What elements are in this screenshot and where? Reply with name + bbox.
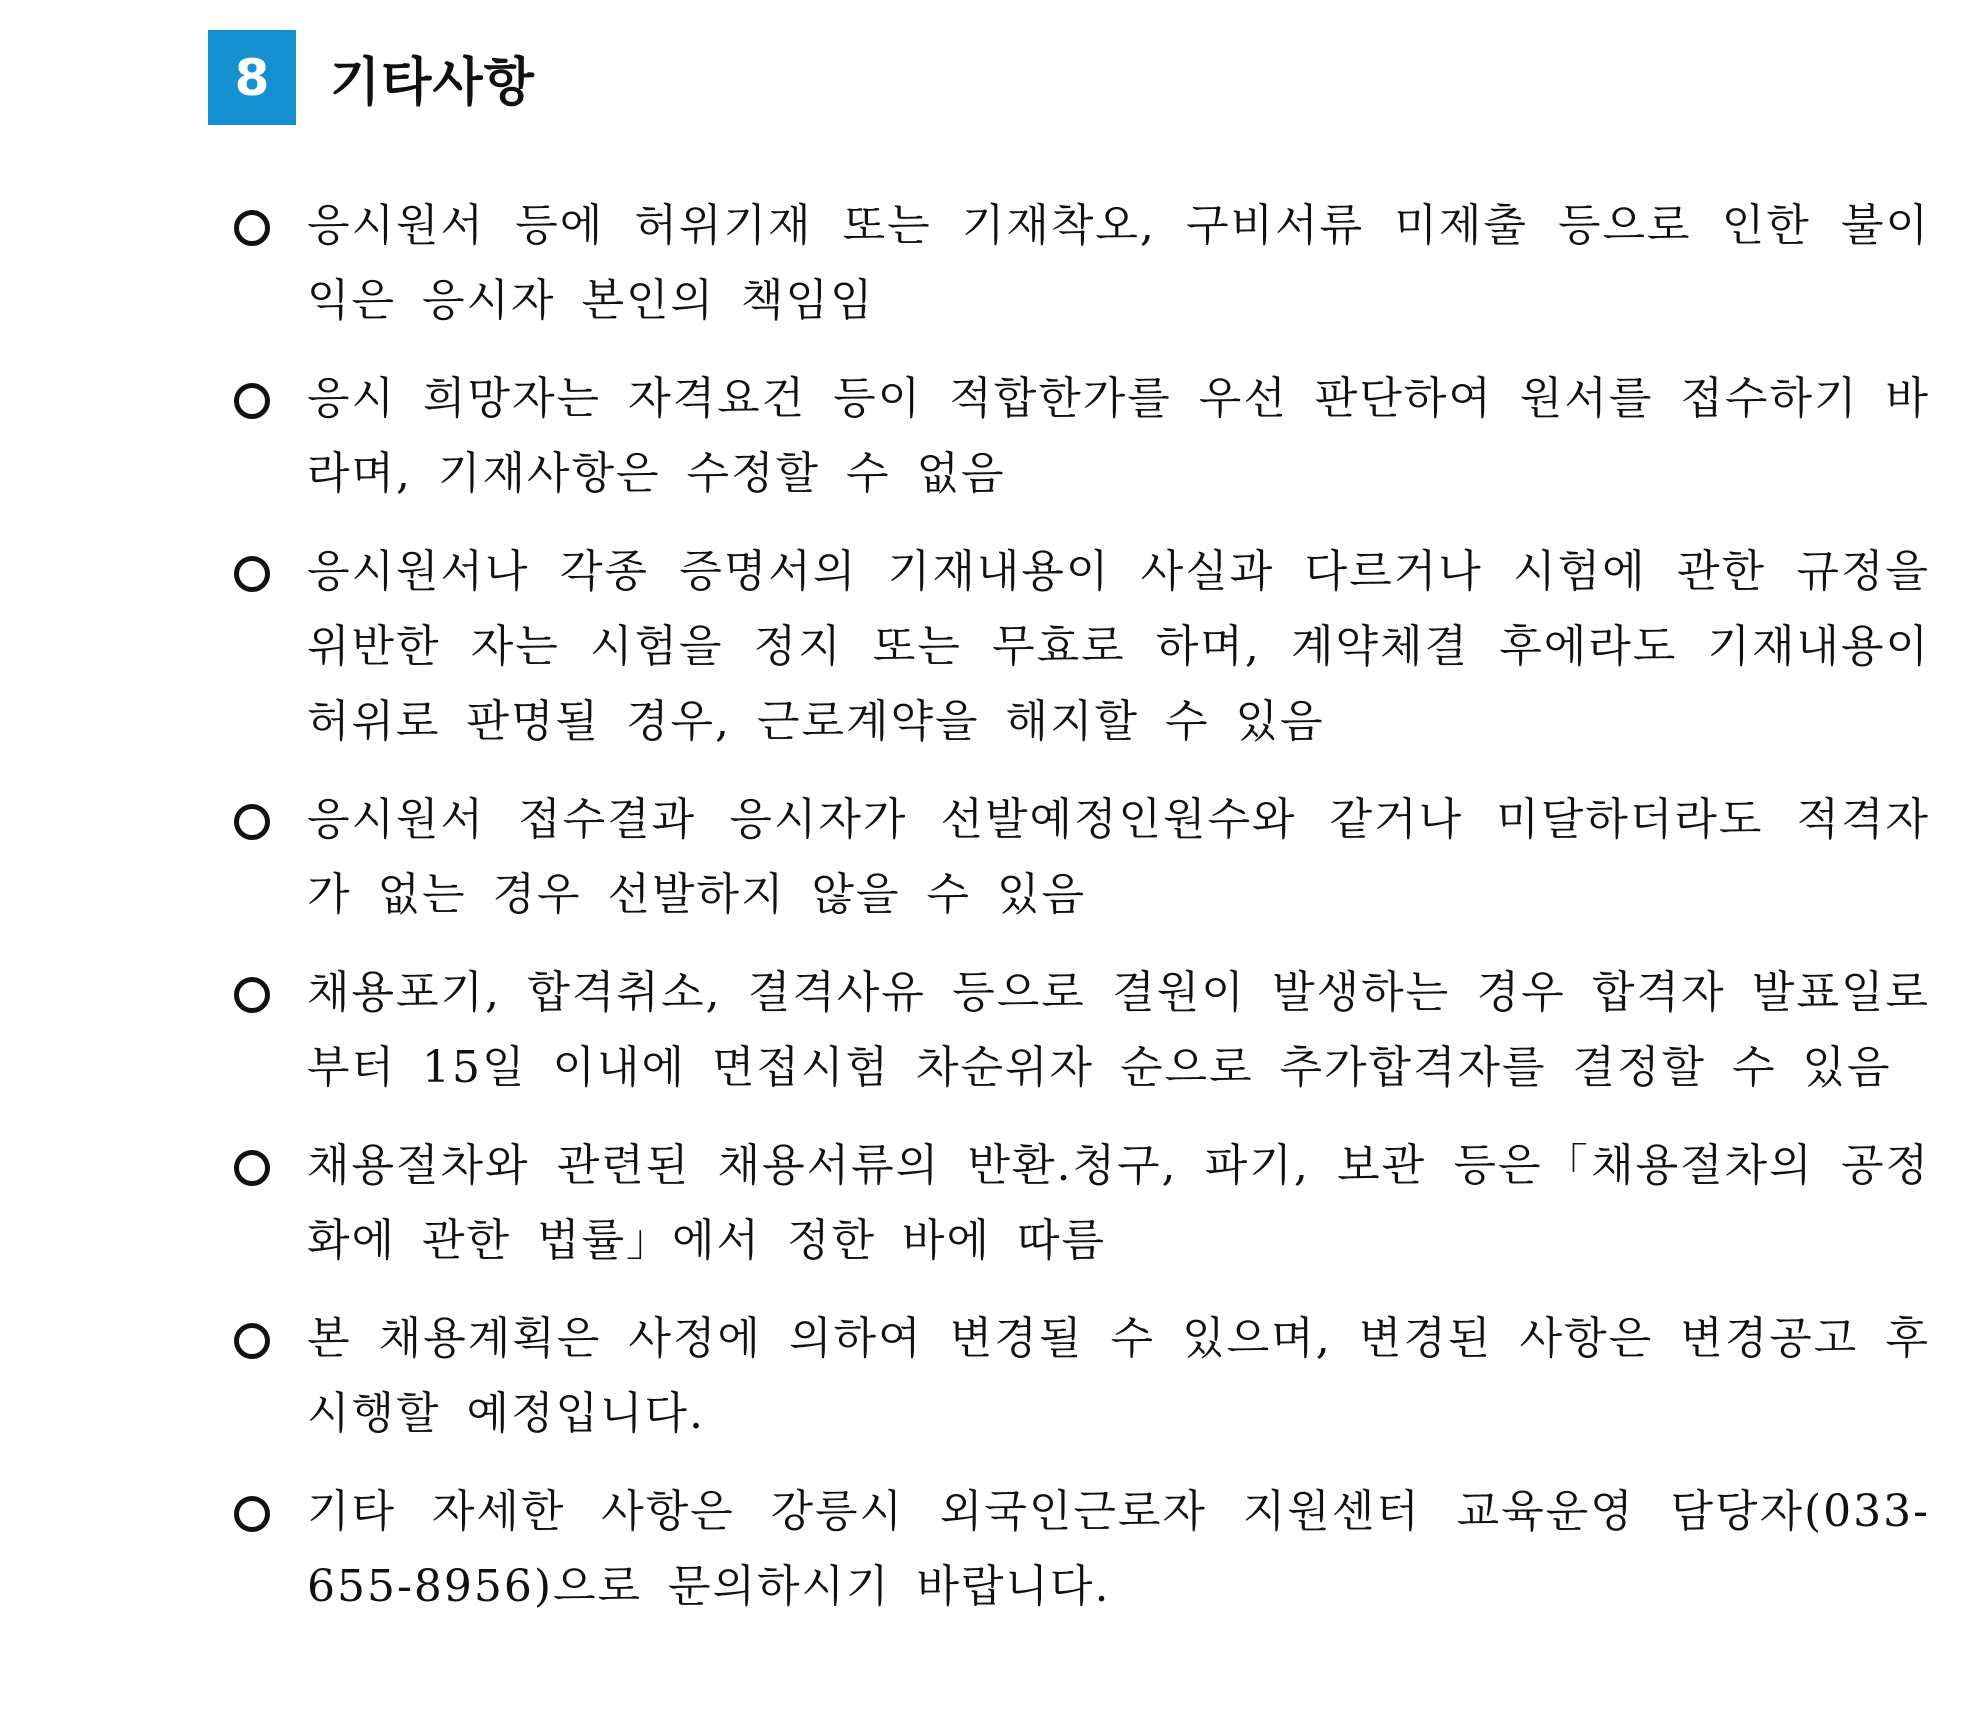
notice-text: 응시 희망자는 자격요건 등이 적합한가를 우선 판단하여 원서를 접수하기 바라며, 기재사항은 수정할 수 없음 xyxy=(307,373,1930,499)
circle-bullet-icon xyxy=(234,1496,270,1532)
section-title: 기타사항 xyxy=(330,53,535,113)
circle-bullet-icon xyxy=(234,1150,270,1186)
section-header xyxy=(208,30,535,125)
notice-list xyxy=(230,188,1930,1647)
notice-item xyxy=(230,782,1930,932)
circle-bullet-icon xyxy=(234,1323,270,1359)
circle-bullet-icon xyxy=(234,804,270,840)
notice-text: 기타 자세한 사항은 강릉시 외국인근로자 지원센터 교육운영 담당자(033-655-8956)으로 문의하시기 바랍니다. xyxy=(307,1486,1930,1612)
notice-item xyxy=(230,1474,1930,1624)
notice-text: 응시원서 접수결과 응시자가 선발예정인원수와 같거나 미달하더라도 적격자가 없는 경우 선발하지 않을 수 있음 xyxy=(307,794,1930,920)
circle-bullet-icon xyxy=(234,977,270,1013)
notice-text: 응시원서 등에 허위기재 또는 기재착오, 구비서류 미제출 등으로 인한 불이익은 응시자 본인의 책임임 xyxy=(307,200,1930,326)
notice-text: 본 채용계획은 사정에 의하여 변경될 수 있으며, 변경된 사항은 변경공고 후 시행할 예정입니다. xyxy=(307,1313,1930,1439)
notice-item xyxy=(230,188,1930,338)
circle-bullet-icon xyxy=(234,556,270,592)
notice-text: 채용포기, 합격취소, 결격사유 등으로 결원이 발생하는 경우 합격자 발표일로부터 15일 이내에 면접시험 차순위자 순으로 추가합격자를 결정할 수 있음 xyxy=(307,967,1930,1093)
circle-bullet-icon xyxy=(234,210,270,246)
notice-text: 채용절차와 관련된 채용서류의 반환.청구, 파기, 보관 등은「채용절차의 공정화에 관한 법률」에서 정한 바에 따름 xyxy=(307,1140,1930,1266)
notice-item xyxy=(230,534,1930,759)
section-number-badge: 8 xyxy=(208,30,296,125)
notice-item xyxy=(230,955,1930,1105)
notice-text: 응시원서나 각종 증명서의 기재내용이 사실과 다르거나 시험에 관한 규정을 위반한 자는 시험을 정지 또는 무효로 하며, 계약체결 후에라도 기재내용이 허위로 판명될 경우, 근로계약을 해지할 수 있음 xyxy=(307,546,1930,747)
notice-item xyxy=(230,1301,1930,1451)
notice-item xyxy=(230,1128,1930,1278)
notice-item xyxy=(230,361,1930,511)
circle-bullet-icon xyxy=(234,383,270,419)
